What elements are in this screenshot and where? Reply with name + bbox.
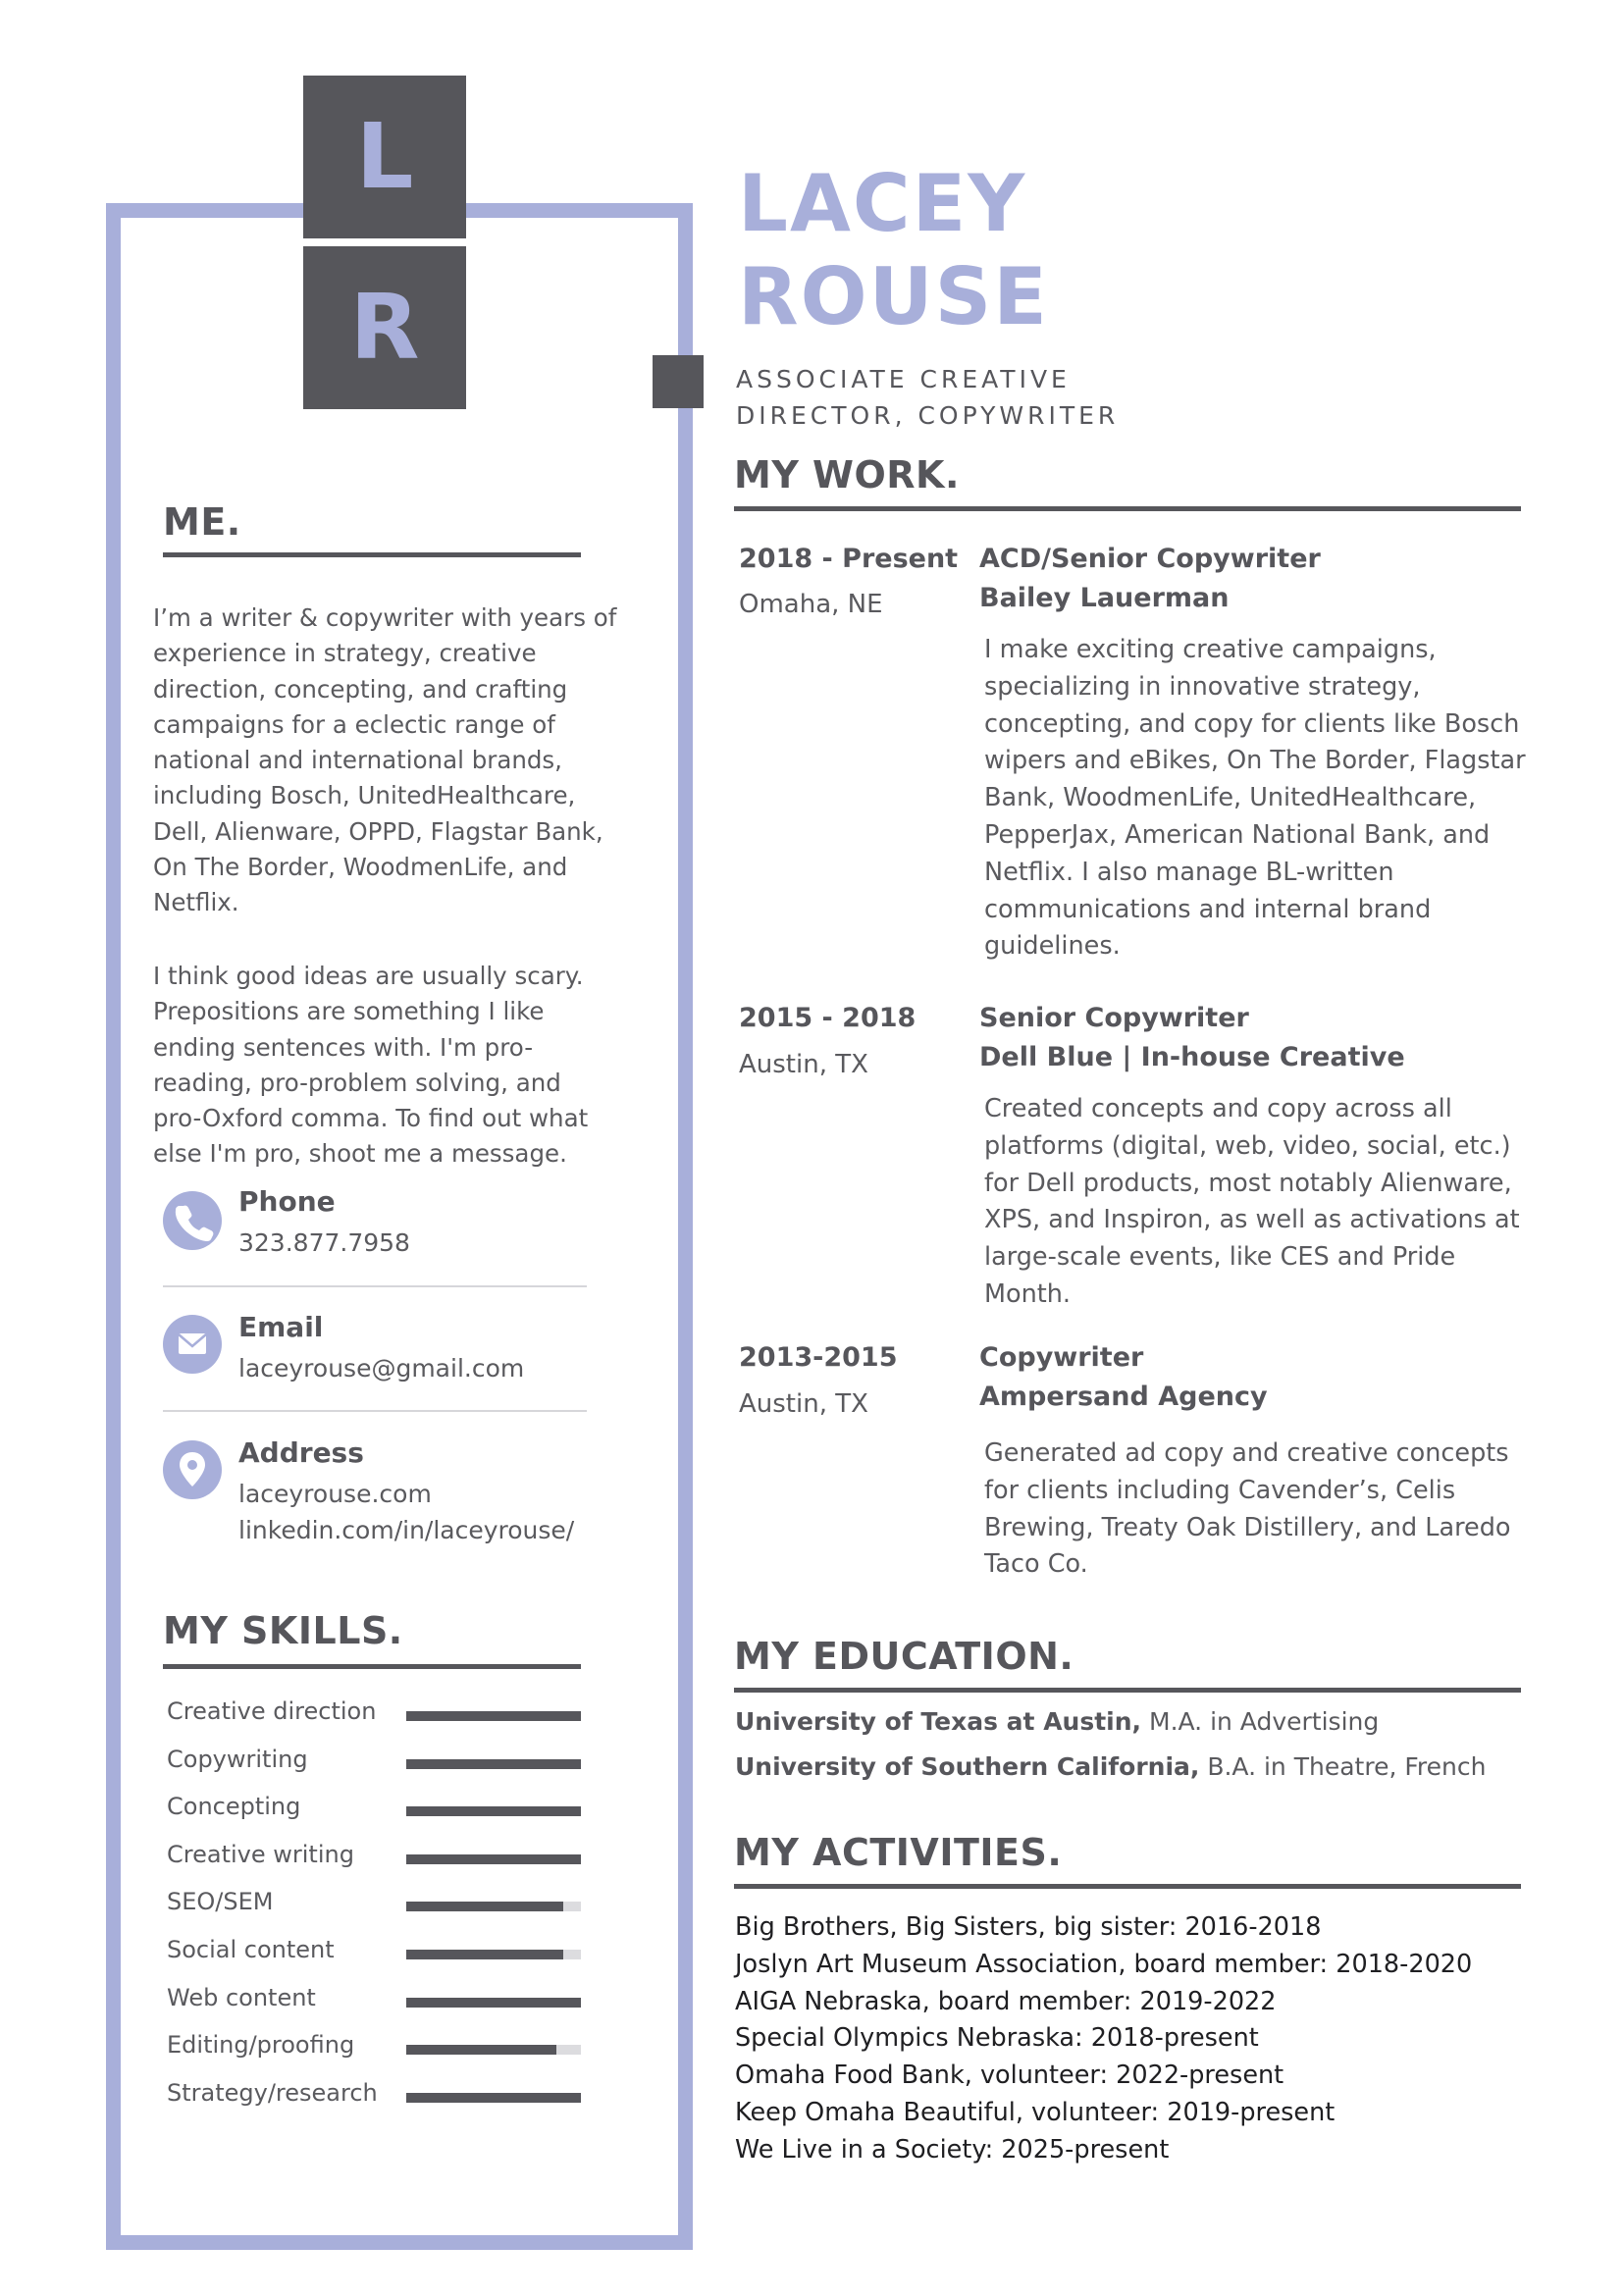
name-first: LACEY	[738, 158, 1027, 249]
activity-item: Omaha Food Bank, volunteer: 2022-present	[735, 2061, 1284, 2091]
title-line-2: DIRECTOR, COPYWRITER	[736, 401, 1120, 430]
skill-label: Editing/proofing	[167, 2031, 355, 2060]
degree: B.A. in Theatre, French	[1199, 1752, 1487, 1781]
decorative-square	[653, 355, 704, 408]
skill-label: Social content	[167, 1936, 335, 1963]
job-1-location: Omaha, NE	[739, 590, 883, 619]
monogram-last-initial: R	[303, 246, 466, 409]
skill-bar-track	[406, 2045, 581, 2055]
activity-item: AIGA Nebraska, board member: 2019-2022	[735, 1986, 1277, 2016]
job-1-dates: 2018 - Present	[739, 544, 959, 574]
school-name: University of Southern California,	[735, 1752, 1200, 1781]
email-icon	[163, 1315, 222, 1374]
phone-label: Phone	[238, 1185, 336, 1218]
activities-list	[735, 1909, 1472, 2169]
job-1-description: I make exciting creative campaigns, specializing in innovative strategy, concepting, and copy for clients like Bosch wipers and eBikes, On The Border, Flagstar Bank, WoodmenLife, UnitedHealthcare, PepperJax, American National Bank, and Netflix. I also manage BL-written communications and internal brand guidelines.	[984, 635, 1526, 962]
skill-bar-track	[406, 2093, 581, 2103]
education-rule	[734, 1688, 1521, 1693]
job-3-description: Generated ad copy and creative concepts for clients including Cavender’s, Celis Brewing, Treaty Oak Distillery, and Laredo Taco Co.	[984, 1438, 1511, 1580]
contact-divider-1	[163, 1285, 587, 1287]
skill-label: Copywriting	[167, 1745, 308, 1773]
school-name: University of Texas at Austin,	[735, 1707, 1142, 1736]
about-paragraph-2: I think good ideas are usually scary. Prepositions are something I like ending sentences with. I'm pro-reading, pro-problem solving, and pro-Oxford comma. To find out what else I'm pro, shoot me a message.	[153, 962, 589, 1169]
about-rule	[163, 552, 581, 557]
job-3-title: Copywriter	[979, 1342, 1144, 1373]
activity-item: We Live in a Society: 2025-present	[735, 2134, 1170, 2165]
about-heading: ME.	[163, 500, 241, 544]
job-3-company: Ampersand Agency	[979, 1382, 1268, 1412]
work-heading: MY WORK.	[734, 453, 960, 496]
job-1-company: Bailey Lauerman	[979, 583, 1230, 613]
job-3-location: Austin, TX	[739, 1389, 868, 1419]
address-linkedin[interactable]: linkedin.com/in/laceyrouse/	[238, 1516, 575, 1544]
skills-rule	[163, 1664, 581, 1669]
skill-bar-fill	[406, 1711, 581, 1721]
skill-bar-track	[406, 1711, 581, 1721]
skills-heading: MY SKILLS.	[163, 1609, 403, 1652]
job-2-location: Austin, TX	[739, 1050, 868, 1079]
skill-bar-track	[406, 1902, 581, 1911]
job-2-title: Senior Copywriter	[979, 1003, 1249, 1033]
skill-bar-fill	[406, 1759, 581, 1769]
email-label: Email	[238, 1311, 324, 1343]
email-value[interactable]: laceyrouse@gmail.com	[238, 1354, 525, 1383]
activity-item: Big Brothers, Big Sisters, big sister: 2016-2018	[735, 1912, 1322, 1942]
skill-bar-track	[406, 1806, 581, 1816]
job-2-dates: 2015 - 2018	[739, 1003, 917, 1033]
skill-label: SEO/SEM	[167, 1888, 274, 1916]
phone-icon	[163, 1191, 222, 1250]
job-2-company: Dell Blue | In-house Creative	[979, 1042, 1405, 1072]
name-last: ROUSE	[738, 251, 1049, 342]
skill-bar-track	[406, 1759, 581, 1769]
skill-bar-fill	[406, 2093, 581, 2103]
skill-label: Creative direction	[167, 1697, 377, 1725]
job-title-header	[736, 361, 1119, 434]
job-1-title: ACD/Senior Copywriter	[979, 544, 1321, 574]
address-label: Address	[238, 1436, 364, 1469]
location-pin-icon	[163, 1440, 222, 1499]
skill-bar-track	[406, 1854, 581, 1864]
skill-label: Web content	[167, 1983, 316, 2011]
education-heading: MY EDUCATION.	[734, 1635, 1074, 1678]
contact-divider-2	[163, 1410, 587, 1412]
monogram-first-initial: L	[303, 76, 466, 238]
job-2-description: Created concepts and copy across all platforms (digital, web, video, social, etc.) for Dell products, most notably Alienware, XPS, and Inspiron, as well as activations at large-scale events, like CES and Pride Month.	[984, 1094, 1520, 1309]
skill-bar-fill	[406, 1902, 563, 1911]
title-line-1: ASSOCIATE CREATIVE	[736, 365, 1071, 393]
activity-item: Joslyn Art Museum Association, board member: 2018-2020	[735, 1949, 1473, 1979]
activities-rule	[734, 1884, 1521, 1889]
activities-heading: MY ACTIVITIES.	[734, 1831, 1063, 1874]
activity-item: Special Olympics Nebraska: 2018-present	[735, 2023, 1259, 2054]
skill-bar-fill	[406, 1854, 581, 1864]
activity-item: Keep Omaha Beautiful, volunteer: 2019-present	[735, 2097, 1336, 2127]
skill-bar-fill	[406, 1998, 581, 2008]
degree: M.A. in Advertising	[1141, 1707, 1380, 1736]
skill-bar-track	[406, 1950, 581, 1959]
skill-bar-fill	[406, 1950, 563, 1959]
work-rule	[734, 506, 1521, 511]
job-3-dates: 2013-2015	[739, 1342, 898, 1373]
skill-label: Creative writing	[167, 1840, 354, 1868]
education-item-1	[735, 1707, 1379, 1736]
skill-label: Concepting	[167, 1793, 301, 1821]
education-item-2	[735, 1752, 1486, 1781]
skill-bar-fill	[406, 1806, 581, 1816]
skill-label: Strategy/research	[167, 2078, 378, 2107]
about-paragraph-1: I’m a writer & copywriter with years of experience in strategy, creative direction, concepting, and crafting campaigns for a eclectic range of national and international brands, including Bosch, UnitedHealthcare, Dell, Alienware, OPPD, Flagstar Bank, On The Border, WoodmenLife, and Netflix.	[153, 603, 617, 917]
skill-bar-fill	[406, 2045, 556, 2055]
phone-value[interactable]: 323.877.7958	[238, 1228, 410, 1257]
skill-bar-track	[406, 1998, 581, 2008]
address-website[interactable]: laceyrouse.com	[238, 1480, 432, 1508]
